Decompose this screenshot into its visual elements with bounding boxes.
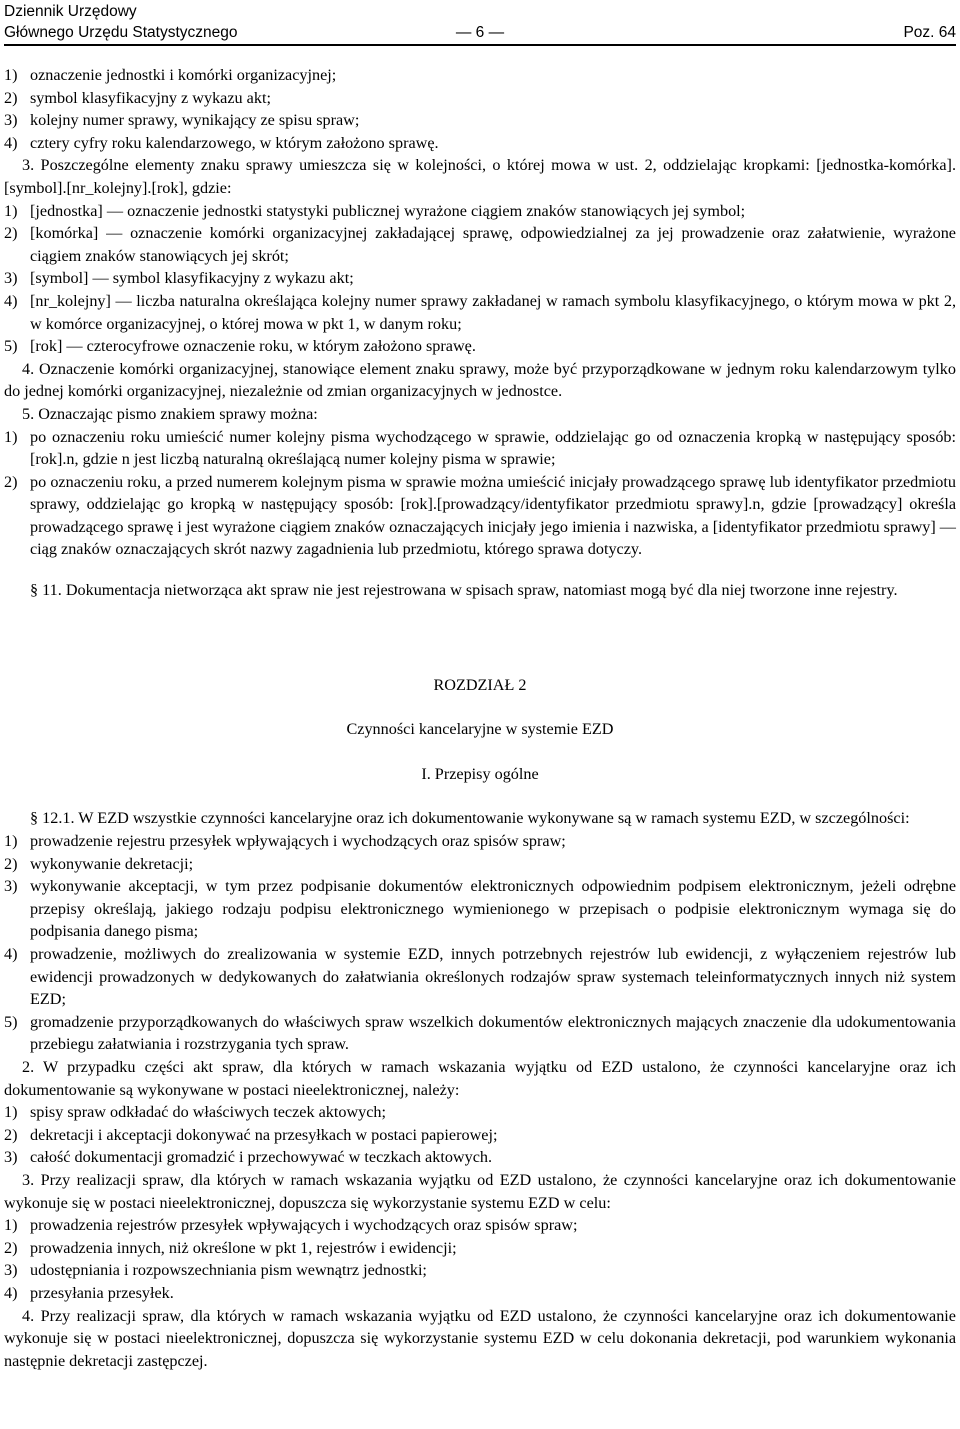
list-item: 1) [jednostka] — oznaczenie jednostki statystyki publicznej wyrażone ciągiem znaków stanowiących jej symbol; bbox=[4, 201, 746, 220]
list-item: 2) wykonywanie dekretacji; bbox=[4, 854, 194, 873]
list-item: 1) prowadzenia rejestrów przesyłek wpływających i wychodzących oraz spisów spraw; bbox=[4, 1216, 578, 1235]
list-item: 2) po oznaczeniu roku, a przed numerem kolejnym pisma w sprawie można umieścić inicjały prowadzącego sprawę lub identyfikator przedmiotu sprawy, oddzielając go kropką w następujący sposób: [rok].[prowadzący/identyfikator przedmiotu sprawy].n, gdzie [prowadzący] określa prowadzącego sprawę i jest wyrażone ciągiem znaków oznaczających inicjały jego imienia i nazwiska, a [identyfikator przedmiotu sprawy] — ciąg znaków oznaczających skrót nazwy zagadnienia lub przedmiotu, którego sprawa dotyczy. bbox=[4, 472, 956, 559]
list-e bbox=[4, 1101, 956, 1169]
list-a bbox=[4, 64, 956, 154]
document-body bbox=[4, 64, 956, 1372]
paragraph-par12-2: 2. W przypadku części akt spraw, dla których w ramach wskazania wyjątku od EZD ustalono, że czynności kancelaryjne oraz ich dokumentowanie są wykonywane w postaci nieelektronicznej, należy: bbox=[4, 1057, 956, 1099]
list-item: 5) gromadzenie przyporządkowanych do właściwych spraw wszelkich dokumentów elektronicznych mających znaczenie dla udokumentowania przebiegu załatwiania i rozstrzygania tych spraw. bbox=[4, 1012, 956, 1054]
chapter-number: ROZDZIAŁ 2 bbox=[433, 675, 527, 694]
paragraph-par11: § 11. Dokumentacja nietworząca akt spraw nie jest rejestrowana w spisach spraw, natomiast mogą być dla niej tworzone inne rejestry. bbox=[30, 581, 898, 600]
paragraph-ust3: 3. Poszczególne elementy znaku sprawy umieszcza się w kolejności, o której mowa w ust. 2, oddzielając kropkami: [jednostka-komórka].[symbol].[nr_kolejny].[rok], gdzie: bbox=[4, 156, 956, 197]
paragraph-par12-intro: § 12.1. W EZD wszystkie czynności kancelaryjne oraz ich dokumentowanie wykonywane są w ramach systemu EZD, w szczególności: bbox=[30, 809, 910, 828]
journal-title-line2: Głównego Urzędu Statystycznego bbox=[4, 24, 238, 41]
list-item: 1) po oznaczeniu roku umieścić numer kolejny pisma wychodzącego w sprawie, oddzielając go od oznaczenia kropką w następujący sposób: [rok].n, gdzie n jest liczbą naturalną określającą numer kolejny pisma w sprawie; bbox=[4, 427, 956, 469]
list-d bbox=[4, 830, 956, 1056]
paragraph-par12-3: 3. Przy realizacji spraw, dla których w ramach wskazania wyjątku od EZD ustalono, że czynności kancelaryjne oraz ich dokumentowanie wykonuje się w postaci nieelektronicznej, dopuszcza się wykorzystanie systemu EZD w celu: bbox=[4, 1170, 956, 1212]
list-item: 4) [nr_kolejny] — liczba naturalna określająca kolejny numer sprawy zakładanej w ramach symbolu klasyfikacyjnego, o którym mowa w pkt 2, w komórce organizacyjnej, o której mowa w pkt 1, w danym roku; bbox=[4, 291, 956, 333]
list-item: 4) cztery cyfry roku kalendarzowego, w którym założono sprawę. bbox=[4, 133, 439, 152]
chapter-title: Czynności kancelaryjne w systemie EZD bbox=[346, 720, 614, 739]
list-item: 2) [komórka] — oznaczenie komórki organizacyjnej zakładającej sprawę, odpowiedzialnej za jej prowadzenie oraz załatwienie, wyrażone ciągiem znaków stanowiących jej skrót; bbox=[4, 224, 956, 265]
paragraph-par12-4: 4. Przy realizacji spraw, dla których w ramach wskazania wyjątku od EZD ustalono, że czynności kancelaryjne oraz ich dokumentowanie wykonuje się w postaci nieelektronicznej, dopuszcza się wykorzystanie systemu EZD w celu dokonania dekretacji, pod warunkiem wykonania następnie dekretacji zastępczej. bbox=[4, 1306, 956, 1370]
list-item: 4) prowadzenie, możliwych do zrealizowania w systemie EZD, innych potrzebnych rejestrów lub ewidencji, z wyłączeniem rejestrów lub ewidencji prowadzonych w dedykowanych do załatwiania określonych rodzajów spraw systemach teleinformatycznych innych niż system EZD; bbox=[4, 945, 956, 1009]
list-item: 5) [rok] — czterocyfrowe oznaczenie roku, w którym założono sprawę. bbox=[4, 337, 476, 356]
page-header bbox=[4, 0, 956, 44]
list-item: 1) prowadzenie rejestru przesyłek wpływających i wychodzących oraz spisów spraw; bbox=[4, 832, 566, 851]
list-item: 4) przesyłania przesyłek. bbox=[4, 1283, 174, 1302]
list-item: 1) oznaczenie jednostki i komórki organizacyjnej; bbox=[4, 66, 337, 84]
list-item: 2) symbol klasyfikacyjny z wykazu akt; bbox=[4, 88, 271, 107]
list-item: 3) [symbol] — symbol klasyfikacyjny z wykazu akt; bbox=[4, 269, 354, 288]
position-number: Poz. 64 bbox=[903, 24, 956, 41]
paragraph-ust4: 4. Oznaczenie komórki organizacyjnej, stanowiące element znaku sprawy, może być przyporządkowane w jednym roku kalendarzowym tylko do jednej komórki organizacyjnej, niezależnie od zmian organizacyjnych w jednostce. bbox=[4, 359, 956, 401]
list-item: 3) kolejny numer sprawy, wynikający ze spisu spraw; bbox=[4, 111, 360, 130]
list-item: 2) prowadzenia innych, niż określone w pkt 1, rejestrów i ewidencji; bbox=[4, 1238, 457, 1257]
list-item: 2) dekretacji i akceptacji dokonywać na przesyłkach w postaci papierowej; bbox=[4, 1125, 498, 1144]
list-item: 3) całość dokumentacji gromadzić i przechowywać w teczkach aktowych. bbox=[4, 1148, 493, 1167]
list-b bbox=[4, 200, 956, 358]
journal-title-line1: Dziennik Urzędowy bbox=[4, 3, 137, 20]
header-rule bbox=[4, 44, 956, 46]
list-item: 3) udostępniania i rozpowszechniania pism wewnątrz jednostki; bbox=[4, 1261, 427, 1280]
section-title: I. Przepisy ogólne bbox=[421, 764, 539, 783]
paragraph-ust5: 5. Oznaczając pismo znakiem sprawy można: bbox=[22, 404, 318, 423]
page-number: — 6 — bbox=[455, 24, 505, 41]
list-item: 3) wykonywanie akceptacji, w tym przez podpisanie dokumentów elektronicznych odpowiednim podpisem elektronicznym, jeżeli odrębne przepisy określają, jakiego rodzaju podpisu elektronicznego wymienionego w przepisach o podpisie elektronicznym wymaga się do podpisania danego pisma; bbox=[4, 877, 956, 941]
list-f bbox=[4, 1214, 956, 1304]
list-c bbox=[4, 426, 956, 562]
list-item: 1) spisy spraw odkładać do właściwych teczek aktowych; bbox=[4, 1103, 387, 1122]
